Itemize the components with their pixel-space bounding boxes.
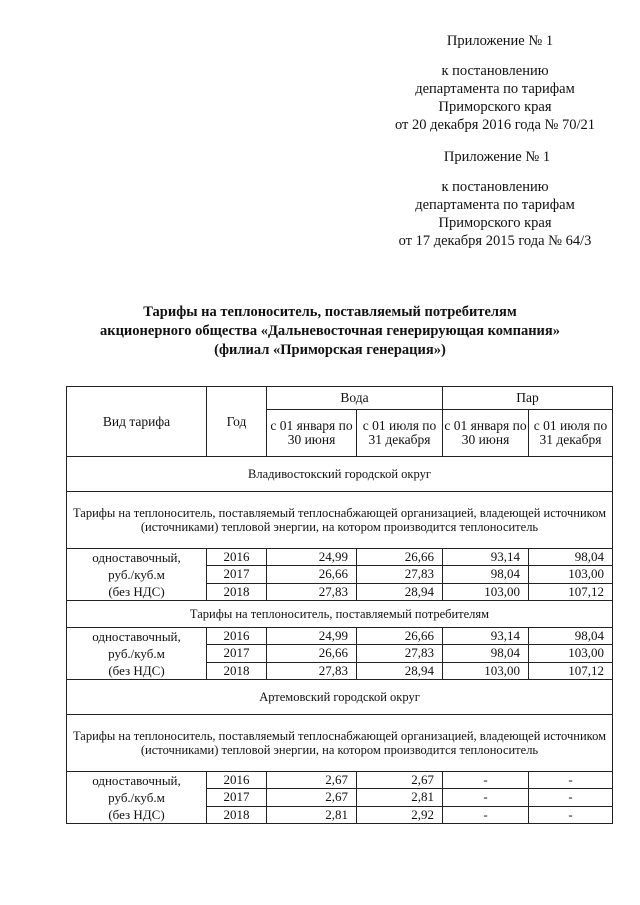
water-h1-cell: 24,99	[267, 628, 357, 645]
title-line: Тарифы на теплоноситель, поставляемый потребителям	[143, 304, 517, 320]
tariff-kind-line: руб./куб.м	[108, 646, 165, 661]
col-kind-header: Вид тарифа	[67, 387, 207, 457]
steam-h2-cell: -	[529, 789, 613, 806]
year-cell: 2016	[207, 628, 267, 645]
group-subtitle: Тарифы на теплоноситель, поставляемый теплоснабжающей организацией, владеющей источником (источниками) тепловой энергии, на котором производится теплоноситель	[67, 715, 613, 772]
annex-line: от 20 декабря 2016 года № 70/21	[394, 117, 596, 133]
annex-line: к постановлению	[441, 63, 549, 79]
tariff-body	[67, 457, 613, 824]
col-water-header: Вода	[267, 387, 443, 410]
steam-period1-header: с 01 января по 30 июня	[443, 410, 529, 457]
steam-h1-cell: 93,14	[443, 549, 529, 566]
tariff-kind-line: руб./куб.м	[108, 567, 165, 582]
year-cell: 2018	[207, 806, 267, 823]
annex-line: к постановлению	[441, 179, 549, 195]
water-h2-cell: 26,66	[357, 549, 443, 566]
steam-h1-cell: 103,00	[443, 583, 529, 600]
water-h1-cell: 2,81	[267, 806, 357, 823]
water-h1-cell: 27,83	[267, 662, 357, 679]
group-subtitle-row	[67, 492, 613, 549]
tariff-kind-line: (без НДС)	[108, 663, 165, 678]
col-steam-header: Пар	[443, 387, 613, 410]
steam-h2-cell: -	[529, 806, 613, 823]
water-h1-cell: 27,83	[267, 583, 357, 600]
col-year-header: Год	[207, 387, 267, 457]
annex-header-current	[380, 32, 610, 134]
tariff-row	[67, 772, 613, 789]
annex-heading: Приложение № 1	[446, 33, 554, 49]
steam-h1-cell: -	[443, 789, 529, 806]
water-h1-cell: 2,67	[267, 789, 357, 806]
annex-line: Приморского края	[438, 215, 552, 231]
steam-h2-cell: 98,04	[529, 628, 613, 645]
tariff-kind-cell	[67, 772, 207, 824]
year-cell: 2017	[207, 645, 267, 662]
tariff-kind-line: (без НДС)	[108, 584, 165, 599]
annex-line: департамента по тарифам	[415, 81, 575, 97]
water-h1-cell: 24,99	[267, 549, 357, 566]
water-h1-cell: 26,66	[267, 566, 357, 583]
year-cell: 2017	[207, 566, 267, 583]
tariff-kind-line: руб./куб.м	[108, 790, 165, 805]
water-h2-cell: 28,94	[357, 662, 443, 679]
water-h1-cell: 26,66	[267, 645, 357, 662]
tariff-kind-line: (без НДС)	[108, 807, 165, 822]
year-cell: 2016	[207, 549, 267, 566]
steam-h1-cell: 103,00	[443, 662, 529, 679]
section-name: Владивостокский городской округ	[67, 457, 613, 492]
section-name: Артемовский городской округ	[67, 680, 613, 715]
section-row	[67, 457, 613, 492]
section-row	[67, 680, 613, 715]
water-h2-cell: 27,83	[357, 566, 443, 583]
title-line: (филиал «Приморская генерация»)	[214, 342, 446, 358]
water-h2-cell: 28,94	[357, 583, 443, 600]
tariff-kind-line: одноставочный,	[92, 629, 181, 644]
group-subtitle-row	[67, 601, 613, 628]
steam-h1-cell: 98,04	[443, 645, 529, 662]
water-h2-cell: 27,83	[357, 645, 443, 662]
steam-period2-header: с 01 июля по 31 декабря	[529, 410, 613, 457]
water-period2-header: с 01 июля по 31 декабря	[357, 410, 443, 457]
steam-h2-cell: 107,12	[529, 662, 613, 679]
steam-h1-cell: 93,14	[443, 628, 529, 645]
document-title	[60, 303, 600, 360]
tariff-table	[66, 386, 613, 824]
steam-h2-cell: 107,12	[529, 583, 613, 600]
header-row	[67, 387, 613, 410]
annex-line: департамента по тарифам	[415, 197, 575, 213]
annex-line: от 17 декабря 2015 года № 64/3	[398, 233, 592, 249]
group-subtitle-row	[67, 715, 613, 772]
water-h2-cell: 2,81	[357, 789, 443, 806]
water-h1-cell: 2,67	[267, 772, 357, 789]
annex-heading: Приложение № 1	[443, 149, 551, 165]
year-cell: 2017	[207, 789, 267, 806]
group-subtitle: Тарифы на теплоноситель, поставляемый потребителям	[67, 601, 613, 628]
tariff-kind-cell	[67, 549, 207, 601]
tariff-kind-line: одноставочный,	[92, 773, 181, 788]
year-cell: 2016	[207, 772, 267, 789]
steam-h1-cell: 98,04	[443, 566, 529, 583]
annex-line: Приморского края	[438, 99, 552, 115]
steam-h2-cell: -	[529, 772, 613, 789]
tariff-kind-cell	[67, 628, 207, 680]
year-cell: 2018	[207, 583, 267, 600]
year-cell: 2018	[207, 662, 267, 679]
tariff-row	[67, 628, 613, 645]
title-line: акционерного общества «Дальневосточная генерирующая компания»	[99, 323, 561, 339]
steam-h1-cell: -	[443, 806, 529, 823]
tariff-row	[67, 549, 613, 566]
tariff-kind-line: одноставочный,	[92, 550, 181, 565]
water-h2-cell: 26,66	[357, 628, 443, 645]
steam-h1-cell: -	[443, 772, 529, 789]
steam-h2-cell: 98,04	[529, 549, 613, 566]
water-h2-cell: 2,67	[357, 772, 443, 789]
group-subtitle: Тарифы на теплоноситель, поставляемый теплоснабжающей организацией, владеющей источником (источниками) тепловой энергии, на котором производится теплоноситель	[67, 492, 613, 549]
water-h2-cell: 2,92	[357, 806, 443, 823]
annex-header-original	[380, 148, 610, 250]
steam-h2-cell: 103,00	[529, 645, 613, 662]
steam-h2-cell: 103,00	[529, 566, 613, 583]
water-period1-header: с 01 января по 30 июня	[267, 410, 357, 457]
